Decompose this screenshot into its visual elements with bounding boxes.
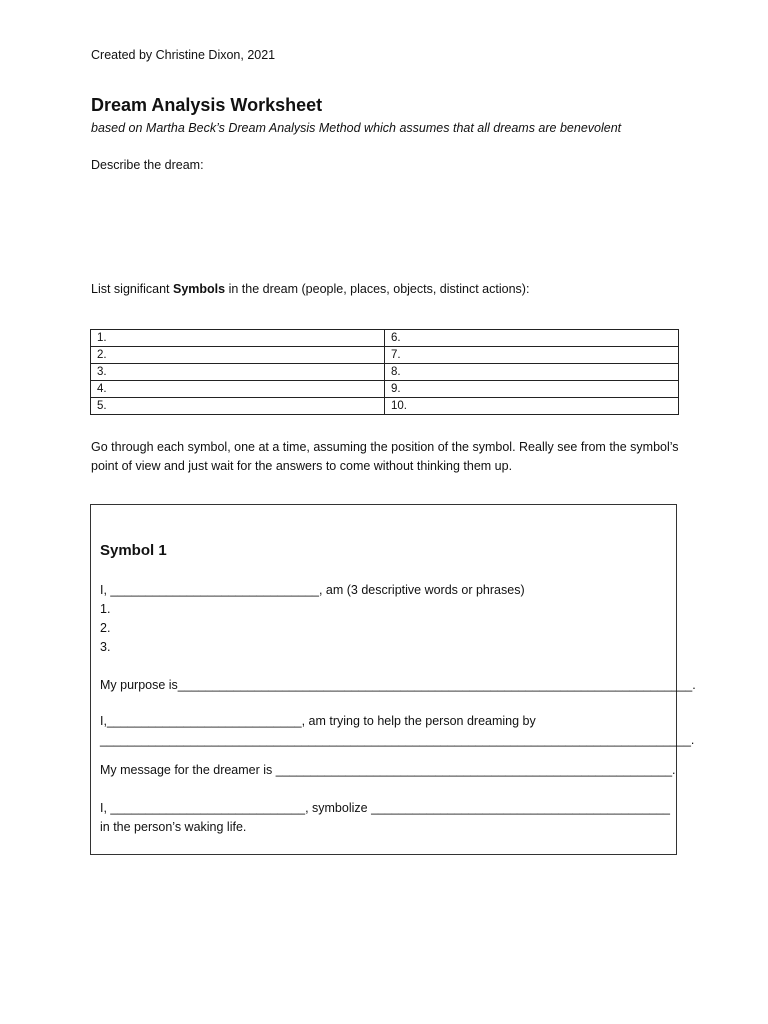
symbols-list-prompt — [91, 282, 529, 296]
symbols-prompt-before: List significant — [91, 282, 173, 296]
trying-help-blank[interactable]: _____________________________________________________________________________________. — [100, 733, 695, 747]
table-row — [91, 381, 679, 398]
table-row — [91, 330, 679, 347]
symbol-cell-8[interactable]: 8. — [385, 364, 679, 381]
page-title: Dream Analysis Worksheet — [91, 95, 323, 115]
table-row — [91, 364, 679, 381]
waking-life-line: in the person’s waking life. — [100, 820, 247, 834]
symbol-1-box — [90, 504, 696, 855]
trying-help-line[interactable]: I,____________________________, am trying to help the person dreaming by — [100, 714, 536, 728]
symbol-cell-10[interactable]: 10. — [385, 398, 679, 415]
symbol-cell-9[interactable]: 9. — [385, 381, 679, 398]
purpose-line[interactable]: My purpose is__________________________________________________________________________. — [100, 678, 696, 692]
symbolize-line[interactable]: I, ____________________________, symbolize ___________________________________________ — [100, 801, 670, 815]
symbol-cell-4[interactable]: 4. — [91, 381, 385, 398]
symbol-heading: Symbol 1 — [100, 542, 167, 559]
symbol-cell-2[interactable]: 2. — [91, 347, 385, 364]
describe-dream-prompt: Describe the dream: — [91, 158, 204, 172]
symbols-prompt-after: in the dream (people, places, objects, distinct actions): — [225, 282, 530, 296]
symbol-cell-1[interactable]: 1. — [91, 330, 385, 347]
table-row — [91, 398, 679, 415]
symbols-prompt-bold: Symbols — [172, 282, 226, 296]
author-credit: Created by Christine Dixon, 2021 — [91, 48, 276, 62]
descriptor-item-3[interactable]: 3. — [100, 640, 111, 654]
page-subtitle: based on Martha Beck’s Dream Analysis Method which assumes that all dreams are benevolent — [91, 121, 622, 135]
symbol-cell-3[interactable]: 3. — [91, 364, 385, 381]
symbol-cell-7[interactable]: 7. — [385, 347, 679, 364]
table-row — [91, 347, 679, 364]
symbol-cell-6[interactable]: 6. — [385, 330, 679, 347]
descriptor-item-2[interactable]: 2. — [100, 621, 111, 635]
descriptor-item-1[interactable]: 1. — [100, 602, 111, 616]
symbols-table — [90, 329, 679, 415]
i-am-line[interactable]: I, ______________________________, am (3 descriptive words or phrases) — [100, 583, 525, 597]
symbol-cell-5[interactable]: 5. — [91, 398, 385, 415]
message-line[interactable]: My message for the dreamer is _________________________________________________________. — [100, 763, 676, 777]
instructions-paragraph: Go through each symbol, one at a time, assuming the position of the symbol. Really see from the symbol’s point of view and just wait for the answers to come without thinking them up. — [91, 440, 679, 473]
